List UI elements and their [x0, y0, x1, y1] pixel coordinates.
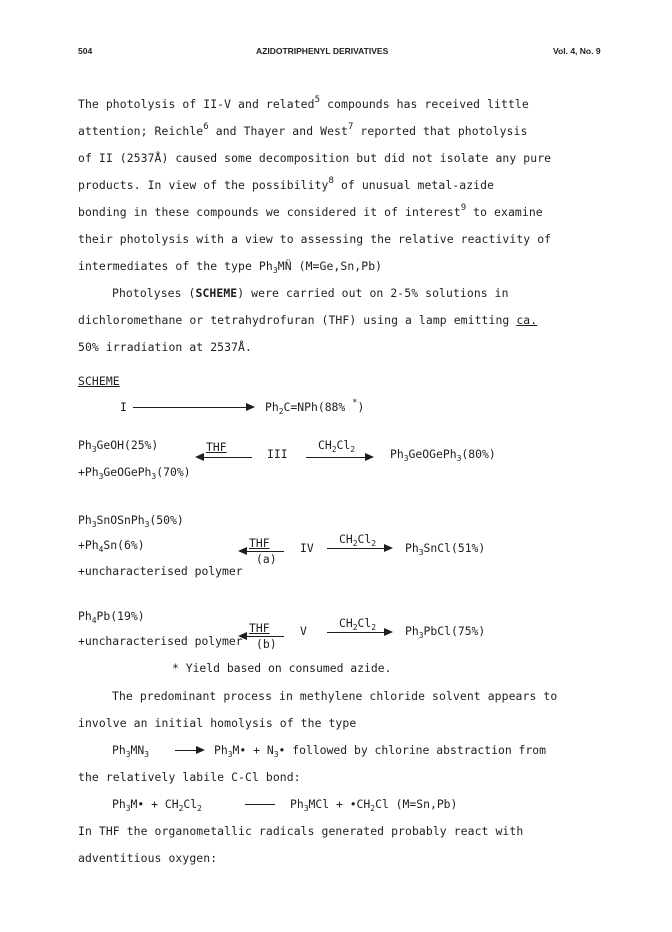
compound-III: III [267, 447, 288, 461]
paragraph-1-line-6: their photolysis with a view to assessing the relative reactivity of [78, 232, 552, 246]
sn-solvent-thf: THF [249, 536, 270, 550]
reaction-arrow-right [327, 548, 391, 549]
scheme-heading: SCHEME [78, 374, 120, 388]
reaction-arrow-right [327, 632, 391, 633]
compound-V: V [300, 624, 307, 638]
paragraph-3-line-3: the relatively labile C-Cl bond: [78, 770, 301, 784]
scheme-product-row1: $Ph_2C=NPh(88\%$ *) [265, 398, 365, 416]
scheme-reactant-I: I [120, 400, 127, 414]
paragraph-2-line-3: 50% irradiation at 2537Å. [78, 340, 252, 354]
paragraph-3-line-1: The predominant process in methylene chloride solvent appears to [112, 689, 558, 703]
scheme-footnote: * Yield based on consumed azide. [172, 661, 392, 675]
pb-note-b: (b) [256, 637, 277, 651]
sn-product-ch2cl2: $Ph_3SnCl(51\%)$ [405, 541, 486, 557]
sn-product-1: $Ph_3SnOSnPh_3(50\%)$ [78, 513, 184, 529]
paragraph-3-line-5: adventitious oxygen: [78, 851, 218, 865]
paragraph-1-line-4: products. In view of the possibility$^8$ of unusual metal-azide [78, 176, 495, 192]
sn-note-a: (a) [256, 552, 277, 566]
reaction-arrow-right [175, 750, 203, 751]
running-title: AZIDOTRIPHENYL DERIVATIVES [256, 46, 389, 56]
equation-abstraction-products: $Ph_3MCl$ + $•CH_2Cl$ (M=Sn,Pb) [290, 797, 458, 813]
paragraph-1-line-7: intermediates of the type $Ph_3MN̈$ (M=Ge,Sn,Pb) [78, 259, 383, 275]
ge-product-2: $+Ph_3GeOGePh_3(70\%)$ [78, 465, 191, 481]
equation-homolysis-products: $Ph_3M•$ + $N_3•$ followed by chlorine abstraction from [214, 743, 546, 759]
sn-product-2: $+Ph_4Sn(6\%)$ [78, 538, 145, 554]
pb-product-2: +uncharacterised polymer [78, 634, 243, 648]
paragraph-3-line-4: In THF the organometallic radicals generated probably react with [78, 824, 524, 838]
pb-product-ch2cl2: $Ph_3PbCl(75\%)$ [405, 624, 486, 640]
paragraph-1-line-2: attention; Reichle$^6$ and Thayer and West$^7$ reported that photolysis [78, 122, 528, 138]
reaction-arrow-right [306, 457, 372, 458]
reaction-arrow-left [197, 457, 252, 458]
equation-dash [245, 804, 275, 805]
paragraph-2-line-1: Photolyses (SCHEME) were carried out on 2-5% solutions in [112, 286, 509, 300]
paragraph-1-line-1: The photolysis of II-V and related$^5$ compounds has received little [78, 95, 529, 111]
ge-product-ch2cl2: $Ph_3GeOGePh_3(80\%)$ [390, 447, 496, 463]
volume-info: Vol. 4, No. 9 [553, 46, 601, 56]
compound-IV: IV [300, 541, 314, 555]
ge-product-1: $Ph_3GeOH(25\%)$ [78, 438, 159, 454]
page-number: 504 [78, 46, 93, 56]
ge-solvent-ch2cl2: $CH_2Cl_2$ [318, 438, 356, 454]
paragraph-1-line-3: of II (2537Å) caused some decomposition but did not isolate any pure [78, 151, 552, 165]
pb-product-1: $Ph_4Pb(19\%)$ [78, 609, 145, 625]
pb-solvent-thf: THF [249, 621, 270, 635]
paragraph-1-line-5: bonding in these compounds we considered it of interest$^9$ to examine [78, 203, 543, 219]
pb-solvent-ch2cl2: $CH_2Cl_2$ [339, 616, 377, 632]
sn-solvent-ch2cl2: $CH_2Cl_2$ [339, 532, 377, 548]
sn-product-3: +uncharacterised polymer [78, 564, 243, 578]
paragraph-3-line-2: involve an initial homolysis of the type [78, 716, 357, 730]
ge-solvent-thf: THF [206, 440, 227, 454]
equation-abstraction: $Ph_3M• + CH_2Cl_2$ [112, 797, 202, 813]
paragraph-2-line-2: dichloromethane or tetrahydrofuran (THF) using a lamp emitting ca. [78, 313, 538, 327]
reaction-arrow-right [133, 407, 253, 408]
equation-homolysis: $Ph_3MN_3$ [112, 743, 150, 759]
